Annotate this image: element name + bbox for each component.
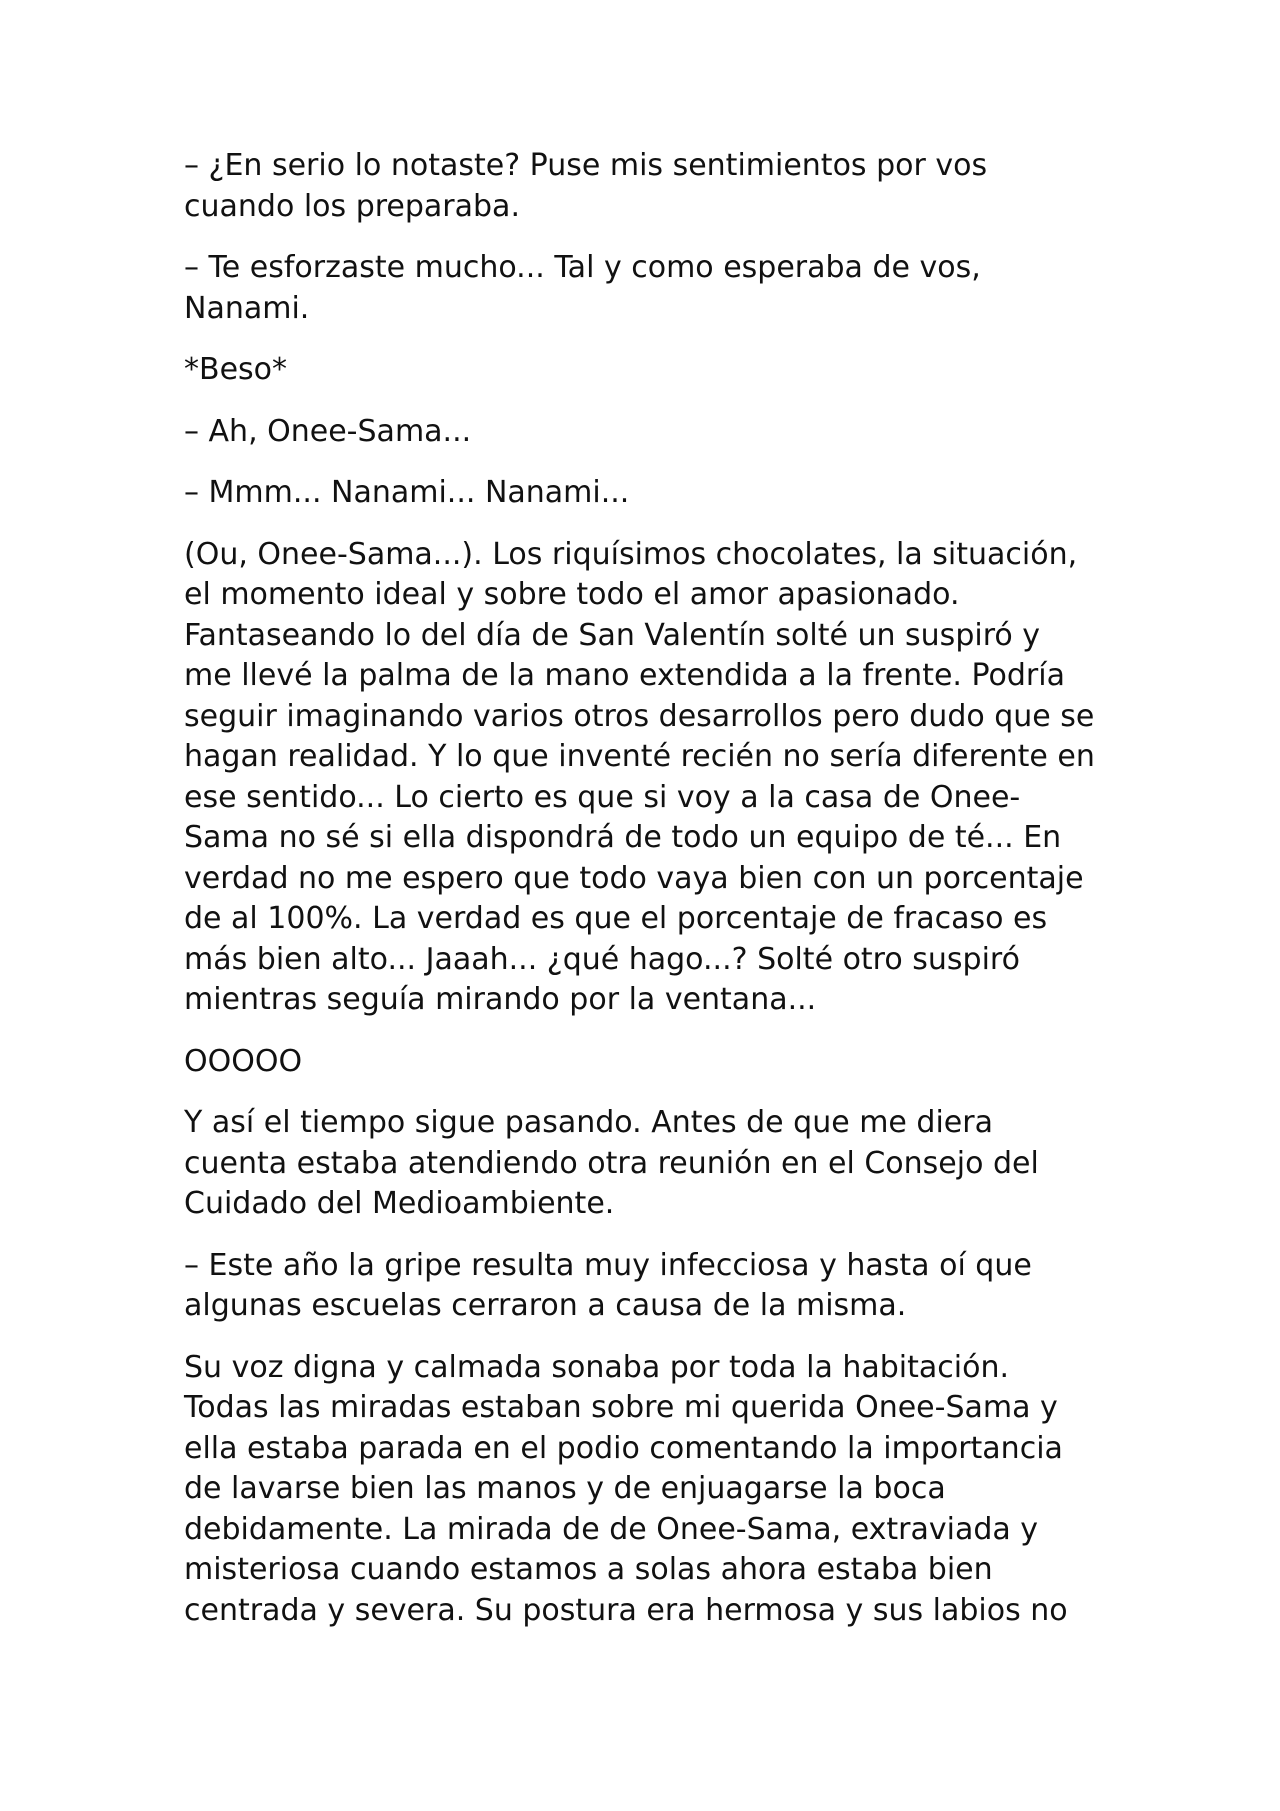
narration-paragraph: Y así el tiempo sigue pasando. Antes de que me diera cuenta estaba atendiendo otra reunión en el Consejo del Cuidado del Medioambiente.: [184, 1105, 1039, 1221]
body-text: [184, 146, 1114, 1652]
dialogue-paragraph: – ¿En serio lo notaste? Puse mis sentimientos por vos cuando los preparaba.: [184, 148, 988, 224]
dialogue-paragraph: – Ah, Onee-Sama...: [184, 413, 472, 449]
narration-paragraph: (Ou, Onee-Sama...). Los riquísimos chocolates, la situación, el momento ideal y sobre todo el amor apasionado. Fantaseando lo del día de San Valentín solté un suspiró y me llevé la palma de la mano extendida a la frente. Podría seguir imaginando varios otros desarrollos pero dudo que se hagan realidad. Y lo que inventé recién no sería diferente en ese sentido... Lo cierto es que si voy a la casa de Onee- Sama no sé si ella dispondrá de todo un equipo de té... En verdad no me espero que todo vaya bien con un porcentaje de al 100%. La verdad es que el porcentaje de fracaso es más bien alto... Jaaah... ¿qué hago...? Solté otro suspiró mientras seguía mirando por la ventana...: [184, 536, 1095, 1017]
scene-break: OOOOO: [184, 1043, 303, 1079]
sound-effect-paragraph: *Beso*: [184, 352, 288, 387]
dialogue-paragraph: – Mmm... Nanami... Nanami...: [184, 475, 630, 510]
dialogue-paragraph: – Te esforzaste mucho... Tal y como esperaba de vos, Nanami.: [184, 250, 981, 326]
narration-paragraph: Su voz digna y calmada sonaba por toda la habitación. Todas las miradas estaban sobre mi querida Onee-Sama y ella estaba parada en el podio comentando la importancia de lavarse bien las manos y de enjuagarse la boca debidamente. La mirada de de Onee-Sama, extraviada y misteriosa cuando estamos a solas ahora estaba bien centrada y severa. Su postura era hermosa y sus labios no: [184, 1349, 1068, 1628]
dialogue-paragraph: – Este año la gripe resulta muy infecciosa y hasta oí que algunas escuelas cerraron a causa de la misma.: [184, 1247, 1032, 1323]
